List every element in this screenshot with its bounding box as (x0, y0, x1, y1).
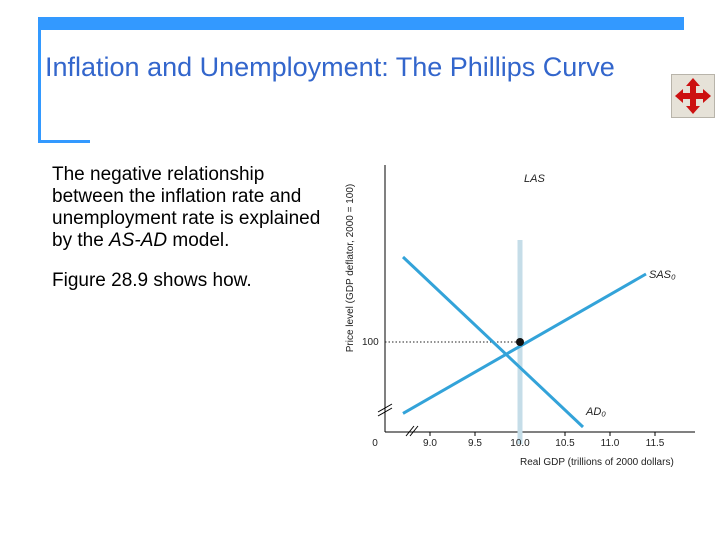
paragraph-explanation (52, 164, 337, 252)
x-tick-label: 9.5 (468, 438, 482, 449)
as-ad-chart (330, 160, 700, 480)
x-tick-label: 10.0 (510, 438, 530, 449)
ad-curve (403, 257, 583, 427)
chart-curves (385, 240, 646, 444)
x-tick-label: 11.5 (645, 438, 665, 449)
x-axis-label: Real GDP (trillions of 2000 dollars) (520, 457, 674, 468)
four-way-arrows-glyph (672, 75, 714, 117)
las-label: LAS (524, 173, 545, 185)
chart-axes (378, 165, 695, 436)
y-axis-label: Price level (GDP deflator, 2000 = 100) (345, 183, 356, 353)
x-tick-label: 9.0 (423, 438, 437, 449)
title-frame-left (38, 17, 41, 143)
x-tick-label: 0 (372, 438, 378, 449)
title-frame-top (38, 17, 684, 30)
paragraph-figure-reference: Figure 28.9 shows how. (52, 270, 252, 291)
ad-label: AD₀ (586, 406, 606, 418)
chart-labels (345, 173, 676, 468)
slide-title: Inflation and Unemployment: The Phillips Curve (45, 52, 615, 82)
x-axis-break-mark (406, 426, 414, 436)
paragraph-text-start: The negative relationship between the inflation rate and unemployment rate is explained by the (52, 164, 321, 251)
y-tick-label: 100 (362, 337, 379, 348)
x-tick-label: 10.5 (555, 438, 575, 449)
slide-body (52, 164, 337, 310)
paragraph-emphasis: AS-AD (109, 230, 168, 251)
paragraph-text-end: model. (167, 230, 230, 251)
title-frame-bottom (38, 140, 90, 143)
sas-curve (403, 274, 646, 413)
equilibrium-point (516, 338, 524, 346)
four-way-arrows-icon[interactable] (671, 74, 715, 118)
sas-label: SAS₀ (649, 269, 676, 281)
x-tick-label: 11.0 (600, 438, 620, 449)
x-axis-break-mark (410, 426, 418, 436)
